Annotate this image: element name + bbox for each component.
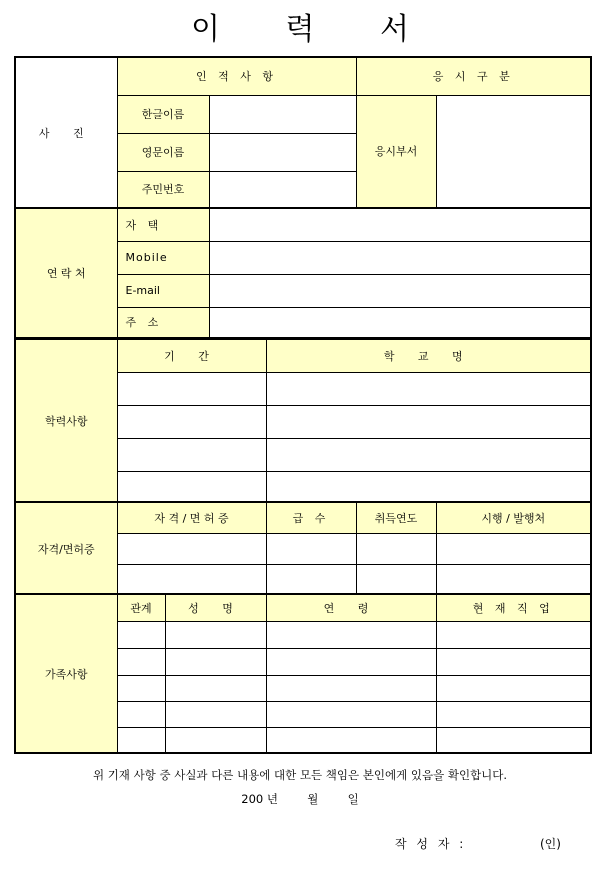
kor-name-label: 한글이름: [117, 95, 209, 133]
family-name-input[interactable]: [165, 675, 266, 701]
personal-header: 인 적 사 항: [117, 57, 356, 95]
issuer-input[interactable]: [436, 533, 591, 564]
home-phone-label: 자 택: [117, 208, 209, 241]
license-name-input[interactable]: [117, 533, 266, 564]
apply-dept-label: 응시부서: [356, 95, 436, 208]
relation-input[interactable]: [117, 701, 165, 727]
job-input[interactable]: [436, 701, 591, 727]
age-input[interactable]: [266, 621, 436, 648]
family-name-input[interactable]: [165, 648, 266, 675]
grade-input[interactable]: [266, 533, 356, 564]
education-period-input[interactable]: [117, 405, 266, 438]
resident-no-label: 주민번호: [117, 171, 209, 208]
family-name-header: 성 명: [165, 594, 266, 621]
contact-label: 연 락 처: [15, 208, 117, 338]
year-input[interactable]: [356, 533, 436, 564]
year-input[interactable]: [356, 564, 436, 595]
date-line: 200 년 월 일: [241, 792, 359, 806]
document-title: 이 력 서: [190, 12, 437, 47]
resident-no-input[interactable]: [209, 171, 356, 208]
issuer-input[interactable]: [436, 564, 591, 595]
family-label: 가족사항: [15, 594, 117, 753]
school-header: 학 교 명: [266, 339, 591, 372]
education-school-input[interactable]: [266, 438, 591, 471]
job-input[interactable]: [436, 727, 591, 753]
education-label: 학력사항: [15, 339, 117, 503]
photo-label: 사 진: [38, 126, 94, 140]
eng-name-label: 영문이름: [117, 133, 209, 171]
family-name-input[interactable]: [165, 727, 266, 753]
age-input[interactable]: [266, 727, 436, 753]
home-phone-input[interactable]: [209, 208, 591, 241]
mobile-label: Mobile: [117, 241, 209, 274]
kor-name-input[interactable]: [209, 95, 356, 133]
education-period-input[interactable]: [117, 471, 266, 503]
age-input[interactable]: [266, 701, 436, 727]
apply-header: 응 시 구 분: [356, 57, 591, 95]
contact-section: [14, 207, 592, 339]
seal-mark: (인): [540, 837, 561, 851]
period-header: 기 간: [117, 339, 266, 372]
relation-input[interactable]: [117, 648, 165, 675]
relation-header: 관계: [117, 594, 165, 621]
education-school-input[interactable]: [266, 372, 591, 405]
family-name-input[interactable]: [165, 621, 266, 648]
education-section: [14, 338, 592, 504]
writer-label: 작 성 자 :: [395, 837, 467, 851]
license-name-header: 자 격 / 면 허 증: [117, 502, 266, 533]
issuer-header: 시행 / 발행처: [436, 502, 591, 533]
education-school-input[interactable]: [266, 405, 591, 438]
grade-header: 급 수: [266, 502, 356, 533]
relation-input[interactable]: [117, 621, 165, 648]
personal-section: [14, 56, 592, 209]
grade-input[interactable]: [266, 564, 356, 595]
age-input[interactable]: [266, 648, 436, 675]
education-period-input[interactable]: [117, 372, 266, 405]
education-period-input[interactable]: [117, 438, 266, 471]
job-input[interactable]: [436, 648, 591, 675]
mobile-input[interactable]: [209, 241, 591, 274]
license-name-input[interactable]: [117, 564, 266, 595]
education-school-input[interactable]: [266, 471, 591, 503]
relation-input[interactable]: [117, 727, 165, 753]
job-input[interactable]: [436, 675, 591, 701]
job-input[interactable]: [436, 621, 591, 648]
family-section: [14, 593, 592, 754]
email-input[interactable]: [209, 274, 591, 307]
year-header: 취득연도: [356, 502, 436, 533]
eng-name-input[interactable]: [209, 133, 356, 171]
confirmation-statement: 위 기재 사항 중 사실과 다른 내용에 대한 모든 책임은 본인에게 있음을 확인합니다.: [92, 768, 508, 782]
job-header: 현 재 직 업: [436, 594, 591, 621]
family-name-input[interactable]: [165, 701, 266, 727]
address-label: 주 소: [117, 307, 209, 338]
address-input[interactable]: [209, 307, 591, 338]
relation-input[interactable]: [117, 675, 165, 701]
apply-dept-input[interactable]: [436, 95, 591, 208]
age-input[interactable]: [266, 675, 436, 701]
license-section: [14, 501, 592, 596]
age-header: 연 령: [266, 594, 436, 621]
photo-cell[interactable]: [15, 57, 117, 208]
email-label: E-mail: [117, 274, 209, 307]
license-label: 자격/면허증: [15, 502, 117, 595]
